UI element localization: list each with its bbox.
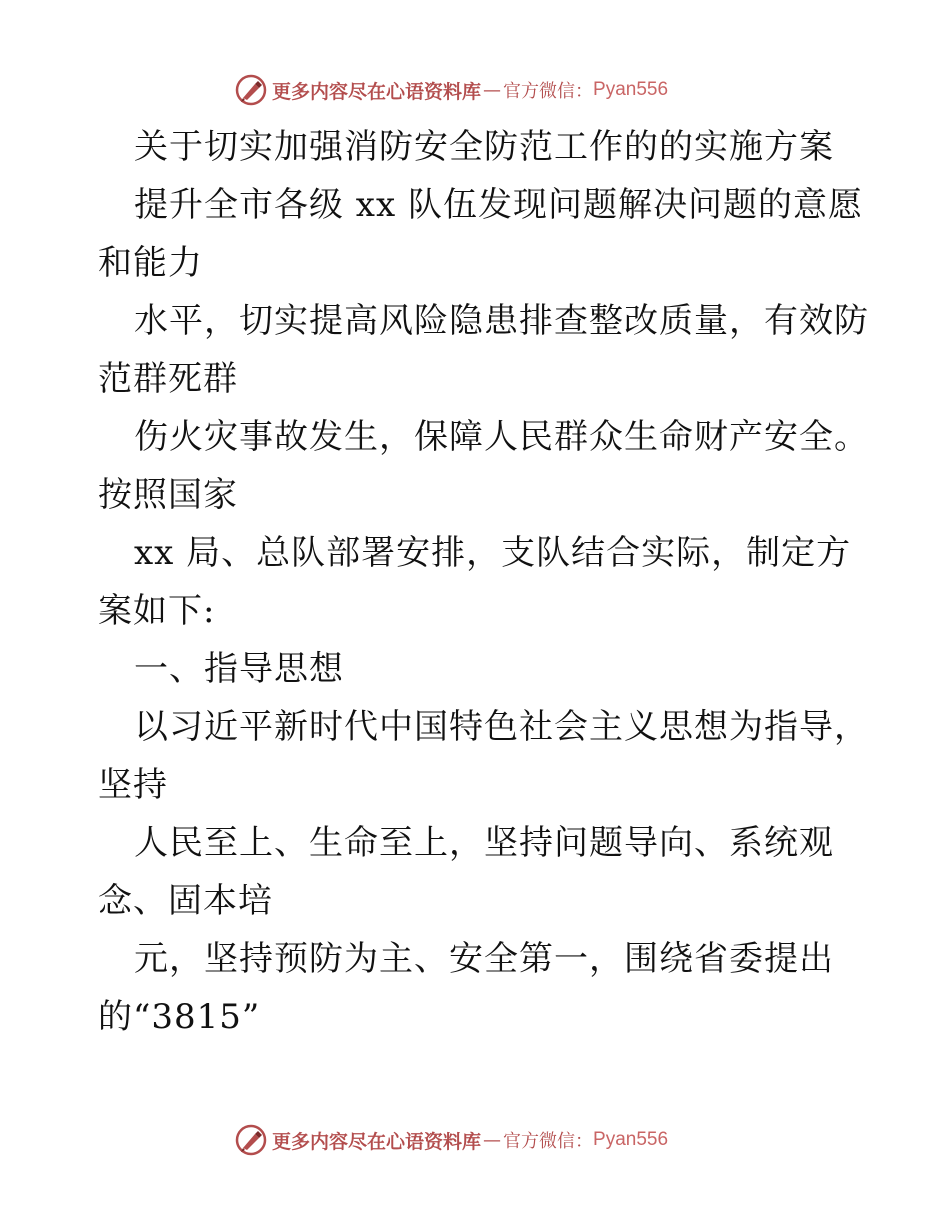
paragraph-line: 关于切实加强消防安全防范工作的的实施方案 <box>134 127 834 167</box>
paragraph-continuation-line: 按照国家 <box>98 475 238 515</box>
paragraph-line: xx 局、总队部署安排，支队结合实际，制定方 <box>134 533 852 573</box>
paragraph-line: 水平，切实提高风险隐患排查整改质量，有效防 <box>134 301 869 341</box>
document-body <box>98 118 888 1046</box>
watermark-contact-label: 官方微信： <box>503 81 594 102</box>
pen-logo-icon <box>234 1123 268 1157</box>
watermark-contact-label: 官方微信： <box>503 1131 594 1152</box>
paragraph-line: 元，坚持预防为主、安全第一，围绕省委提出 <box>134 939 834 979</box>
paragraph-line: 以习近平新时代中国特色社会主义思想为指导， <box>134 707 869 747</box>
watermark-brand: 更多内容尽在心语资料库 <box>272 1130 482 1153</box>
paragraph-continuation-line: 坚持 <box>98 765 168 805</box>
watermark-wechat-id: Pyan556 <box>593 79 669 100</box>
paragraph-continuation-line: 念、固本培 <box>98 881 273 921</box>
watermark-separator: — <box>483 79 502 101</box>
paragraph-continuation-line: 案如下: <box>98 591 216 631</box>
pen-logo-icon <box>234 73 268 107</box>
paragraph-continuation-line: 和能力 <box>98 243 203 283</box>
paragraph-continuation-line: 范群死群 <box>98 359 238 399</box>
paragraph-line: 伤火灾事故发生，保障人民群众生命财产安全。 <box>134 417 869 457</box>
paragraph-line: 人民至上、生命至上，坚持问题导向、系统观 <box>134 823 834 863</box>
header-watermark <box>234 72 668 108</box>
watermark-brand: 更多内容尽在心语资料库 <box>272 80 482 103</box>
paragraph-continuation-line: 的“3815” <box>98 997 261 1037</box>
watermark-separator: — <box>483 1129 502 1151</box>
watermark-wechat-id: Pyan556 <box>593 1129 669 1150</box>
paragraph-line: 一、指导思想 <box>134 649 344 689</box>
footer-watermark <box>234 1122 668 1158</box>
paragraph-line: 提升全市各级 xx 队伍发现问题解决问题的意愿 <box>134 185 863 225</box>
